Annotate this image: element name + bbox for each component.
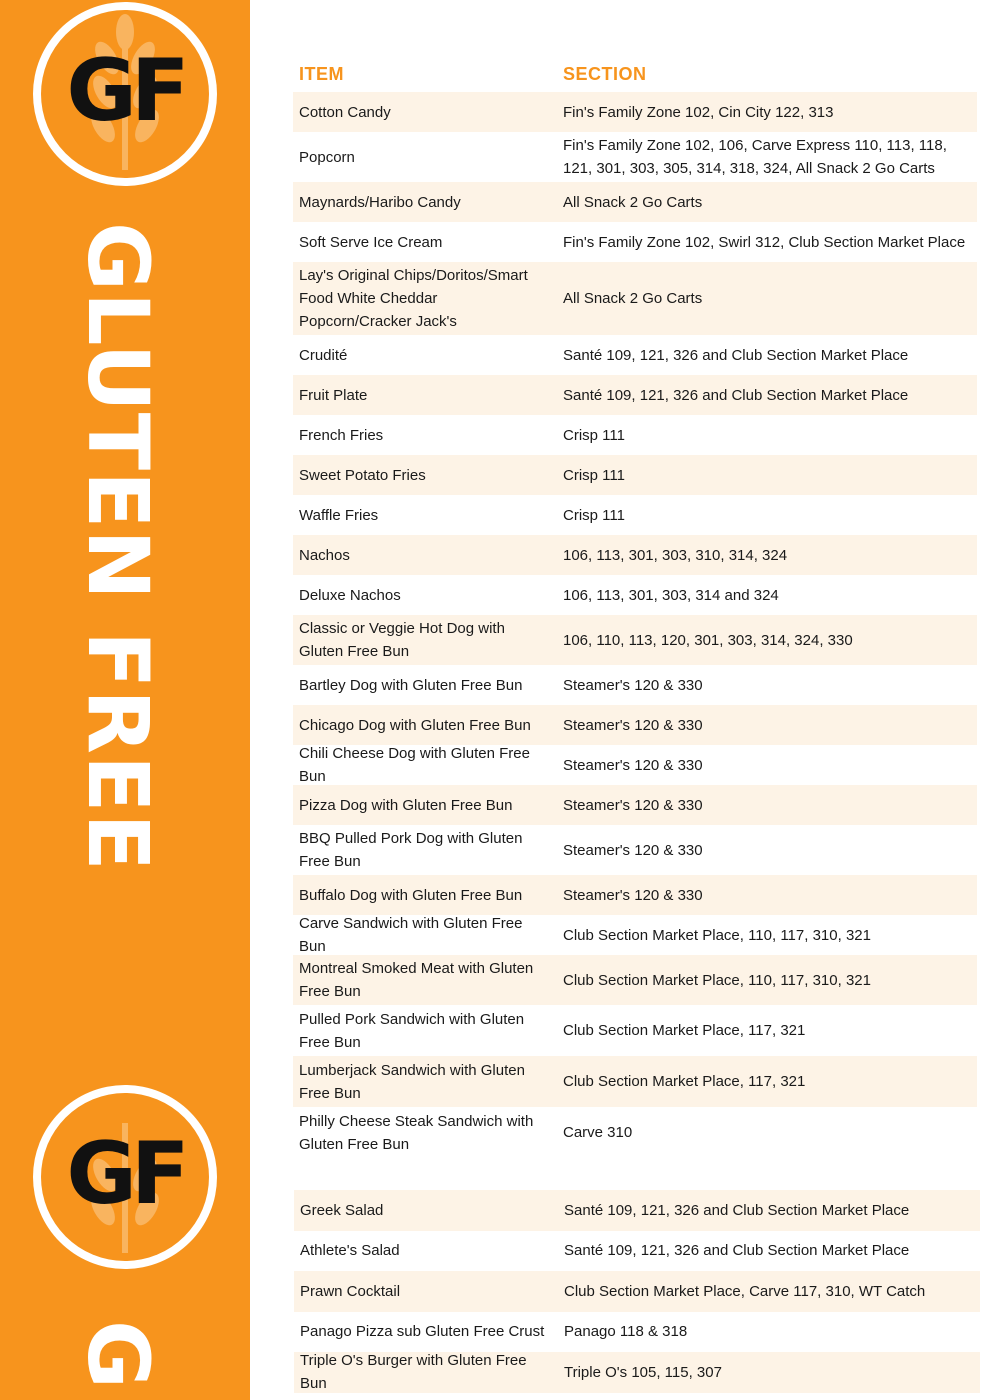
section-cell: All Snack 2 Go Carts (563, 290, 703, 307)
item-cell: Popcorn (299, 148, 355, 166)
table-row (293, 1107, 977, 1158)
item-cell: French Fries (299, 426, 384, 444)
table-row (293, 915, 977, 955)
section-cell: Crisp 111 (563, 426, 625, 444)
gf-logo-partial-text: GF (66, 1124, 184, 1224)
gluten-free-title (69, 222, 168, 872)
item-cell: Soft Serve Ice Cream (299, 233, 443, 251)
table-row (293, 875, 977, 915)
table-row (294, 1231, 980, 1272)
item-cell: Chili Cheese Dog with Gluten Free Bun (299, 745, 530, 785)
item-column-header: ITEM (299, 63, 344, 84)
gluten-free-title-partial (69, 1320, 168, 1400)
section-cell: Steamer's 120 & 330 (563, 796, 703, 814)
gf-logo-partial (33, 1085, 217, 1269)
table-row (293, 335, 977, 375)
item-cell: Triple O's Burger with Gluten Free Bun (300, 1352, 527, 1393)
table-row (293, 575, 977, 615)
section-cell: Panago 118 & 318 (564, 1323, 688, 1341)
item-cell: Prawn Cocktail (300, 1282, 401, 1300)
section-cell: Club Section Market Place, Carve 117, 310, WT Catch (564, 1282, 926, 1300)
section-cell: Santé 109, 121, 326 and Club Section Market Place (564, 1201, 910, 1219)
table-row (293, 222, 977, 262)
table-row (293, 1056, 977, 1107)
gf-logo-partial-badge (41, 1093, 209, 1261)
item-cell: Buffalo Dog with Gluten Free Bun (299, 886, 523, 904)
section-cell: Club Section Market Place, 117, 321 (563, 1073, 806, 1090)
table-row (293, 92, 977, 132)
section-cell: Santé 109, 121, 326 and Club Section Market Place (563, 386, 909, 404)
gluten-free-title-text: GLUTEN FREE (69, 222, 167, 872)
table-row (293, 495, 977, 535)
section-cell: 106, 113, 301, 303, 314 and 324 (563, 586, 779, 604)
section-cell: 106, 113, 301, 303, 310, 314, 324 (563, 546, 788, 564)
item-cell: Waffle Fries (299, 506, 379, 524)
item-cell: Lay's Original Chips/Doritos/Smart Food White Cheddar Popcorn/Cracker Jack's (299, 267, 528, 330)
table-row (293, 132, 977, 182)
item-cell: Bartley Dog with Gluten Free Bun (299, 676, 523, 694)
item-cell: BBQ Pulled Pork Dog with Gluten Free Bun (299, 830, 523, 870)
sidebar-bottom (0, 1124, 250, 1400)
item-cell: Fruit Plate (299, 386, 368, 404)
table-row (293, 955, 977, 1005)
gluten-free-table-continued (294, 1190, 980, 1393)
section-cell: Club Section Market Place, 110, 117, 310, 321 (563, 926, 871, 944)
section-cell: Fin's Family Zone 102, Cin City 122, 313 (563, 103, 834, 121)
table-row (293, 415, 977, 455)
table-header (293, 56, 977, 92)
section-cell: Triple O's 105, 115, 307 (564, 1363, 722, 1381)
table-row (293, 745, 977, 785)
item-cell: Chicago Dog with Gluten Free Bun (299, 716, 531, 734)
section-cell: Fin's Family Zone 102, 106, Carve Express 110, 113, 118, 121, 301, 303, 305, 314, 318, 324, All Snack 2 Go Carts (563, 137, 947, 177)
table-row (294, 1190, 980, 1231)
table-row (293, 825, 977, 875)
gf-logo-text: GF (66, 41, 184, 141)
table-row (293, 262, 977, 335)
gluten-free-table (293, 56, 977, 1158)
item-cell: Pizza Dog with Gluten Free Bun (299, 796, 513, 814)
table-row (293, 615, 977, 665)
table-row (294, 1352, 980, 1393)
item-cell: Deluxe Nachos (299, 586, 401, 604)
item-cell: Greek Salad (300, 1201, 384, 1219)
table-row (293, 705, 977, 745)
section-cell: Steamer's 120 & 330 (563, 756, 703, 774)
table-row (293, 785, 977, 825)
item-cell: Classic or Veggie Hot Dog with Gluten Free Bun (299, 620, 505, 660)
table-row (293, 375, 977, 415)
item-cell: Carve Sandwich with Gluten Free Bun (299, 915, 523, 955)
item-cell: Lumberjack Sandwich with Gluten Free Bun (299, 1061, 525, 1102)
section-cell: Steamer's 120 & 330 (563, 716, 703, 734)
gluten-free-title-partial-text: G (69, 1320, 167, 1389)
item-cell: Maynards/Haribo Candy (299, 193, 461, 211)
section-cell: Crisp 111 (563, 466, 625, 484)
table-row (293, 455, 977, 495)
table-row (294, 1312, 980, 1353)
item-cell: Montreal Smoked Meat with Gluten Free Bun (299, 960, 534, 1000)
gf-logo-badge (41, 10, 209, 178)
item-cell: Crudité (299, 346, 348, 364)
table-row (293, 1005, 977, 1056)
item-cell: Nachos (299, 546, 350, 564)
section-cell: Steamer's 120 & 330 (563, 676, 703, 694)
section-cell: Club Section Market Place, 117, 321 (563, 1022, 806, 1039)
section-cell: Club Section Market Place, 110, 117, 310, 321 (563, 971, 871, 989)
table-row (293, 535, 977, 575)
item-cell: Sweet Potato Fries (299, 466, 426, 484)
section-cell: Carve 310 (563, 1124, 633, 1141)
section-cell: All Snack 2 Go Carts (563, 193, 703, 211)
item-cell: Philly Cheese Steak Sandwich with Gluten Free Bun (299, 1112, 534, 1153)
section-cell: Santé 109, 121, 326 and Club Section Market Place (564, 1242, 910, 1260)
table-row (293, 182, 977, 222)
gf-logo (33, 2, 217, 186)
table-row (294, 1271, 980, 1312)
item-cell: Panago Pizza sub Gluten Free Crust (300, 1323, 545, 1341)
section-cell: Crisp 111 (563, 506, 625, 524)
sidebar-top (0, 0, 250, 1185)
item-cell: Athlete's Salad (300, 1242, 400, 1260)
item-cell: Cotton Candy (299, 103, 391, 121)
section-cell: Steamer's 120 & 330 (563, 886, 703, 904)
item-cell: Pulled Pork Sandwich with Gluten Free Bun (299, 1010, 525, 1051)
section-cell: Steamer's 120 & 330 (563, 841, 703, 859)
table-row (293, 665, 977, 705)
section-cell: Santé 109, 121, 326 and Club Section Market Place (563, 346, 909, 364)
section-column-header: SECTION (563, 63, 647, 84)
section-cell: Fin's Family Zone 102, Swirl 312, Club Section Market Place (563, 233, 966, 251)
section-cell: 106, 110, 113, 120, 301, 303, 314, 324, 330 (563, 631, 853, 649)
